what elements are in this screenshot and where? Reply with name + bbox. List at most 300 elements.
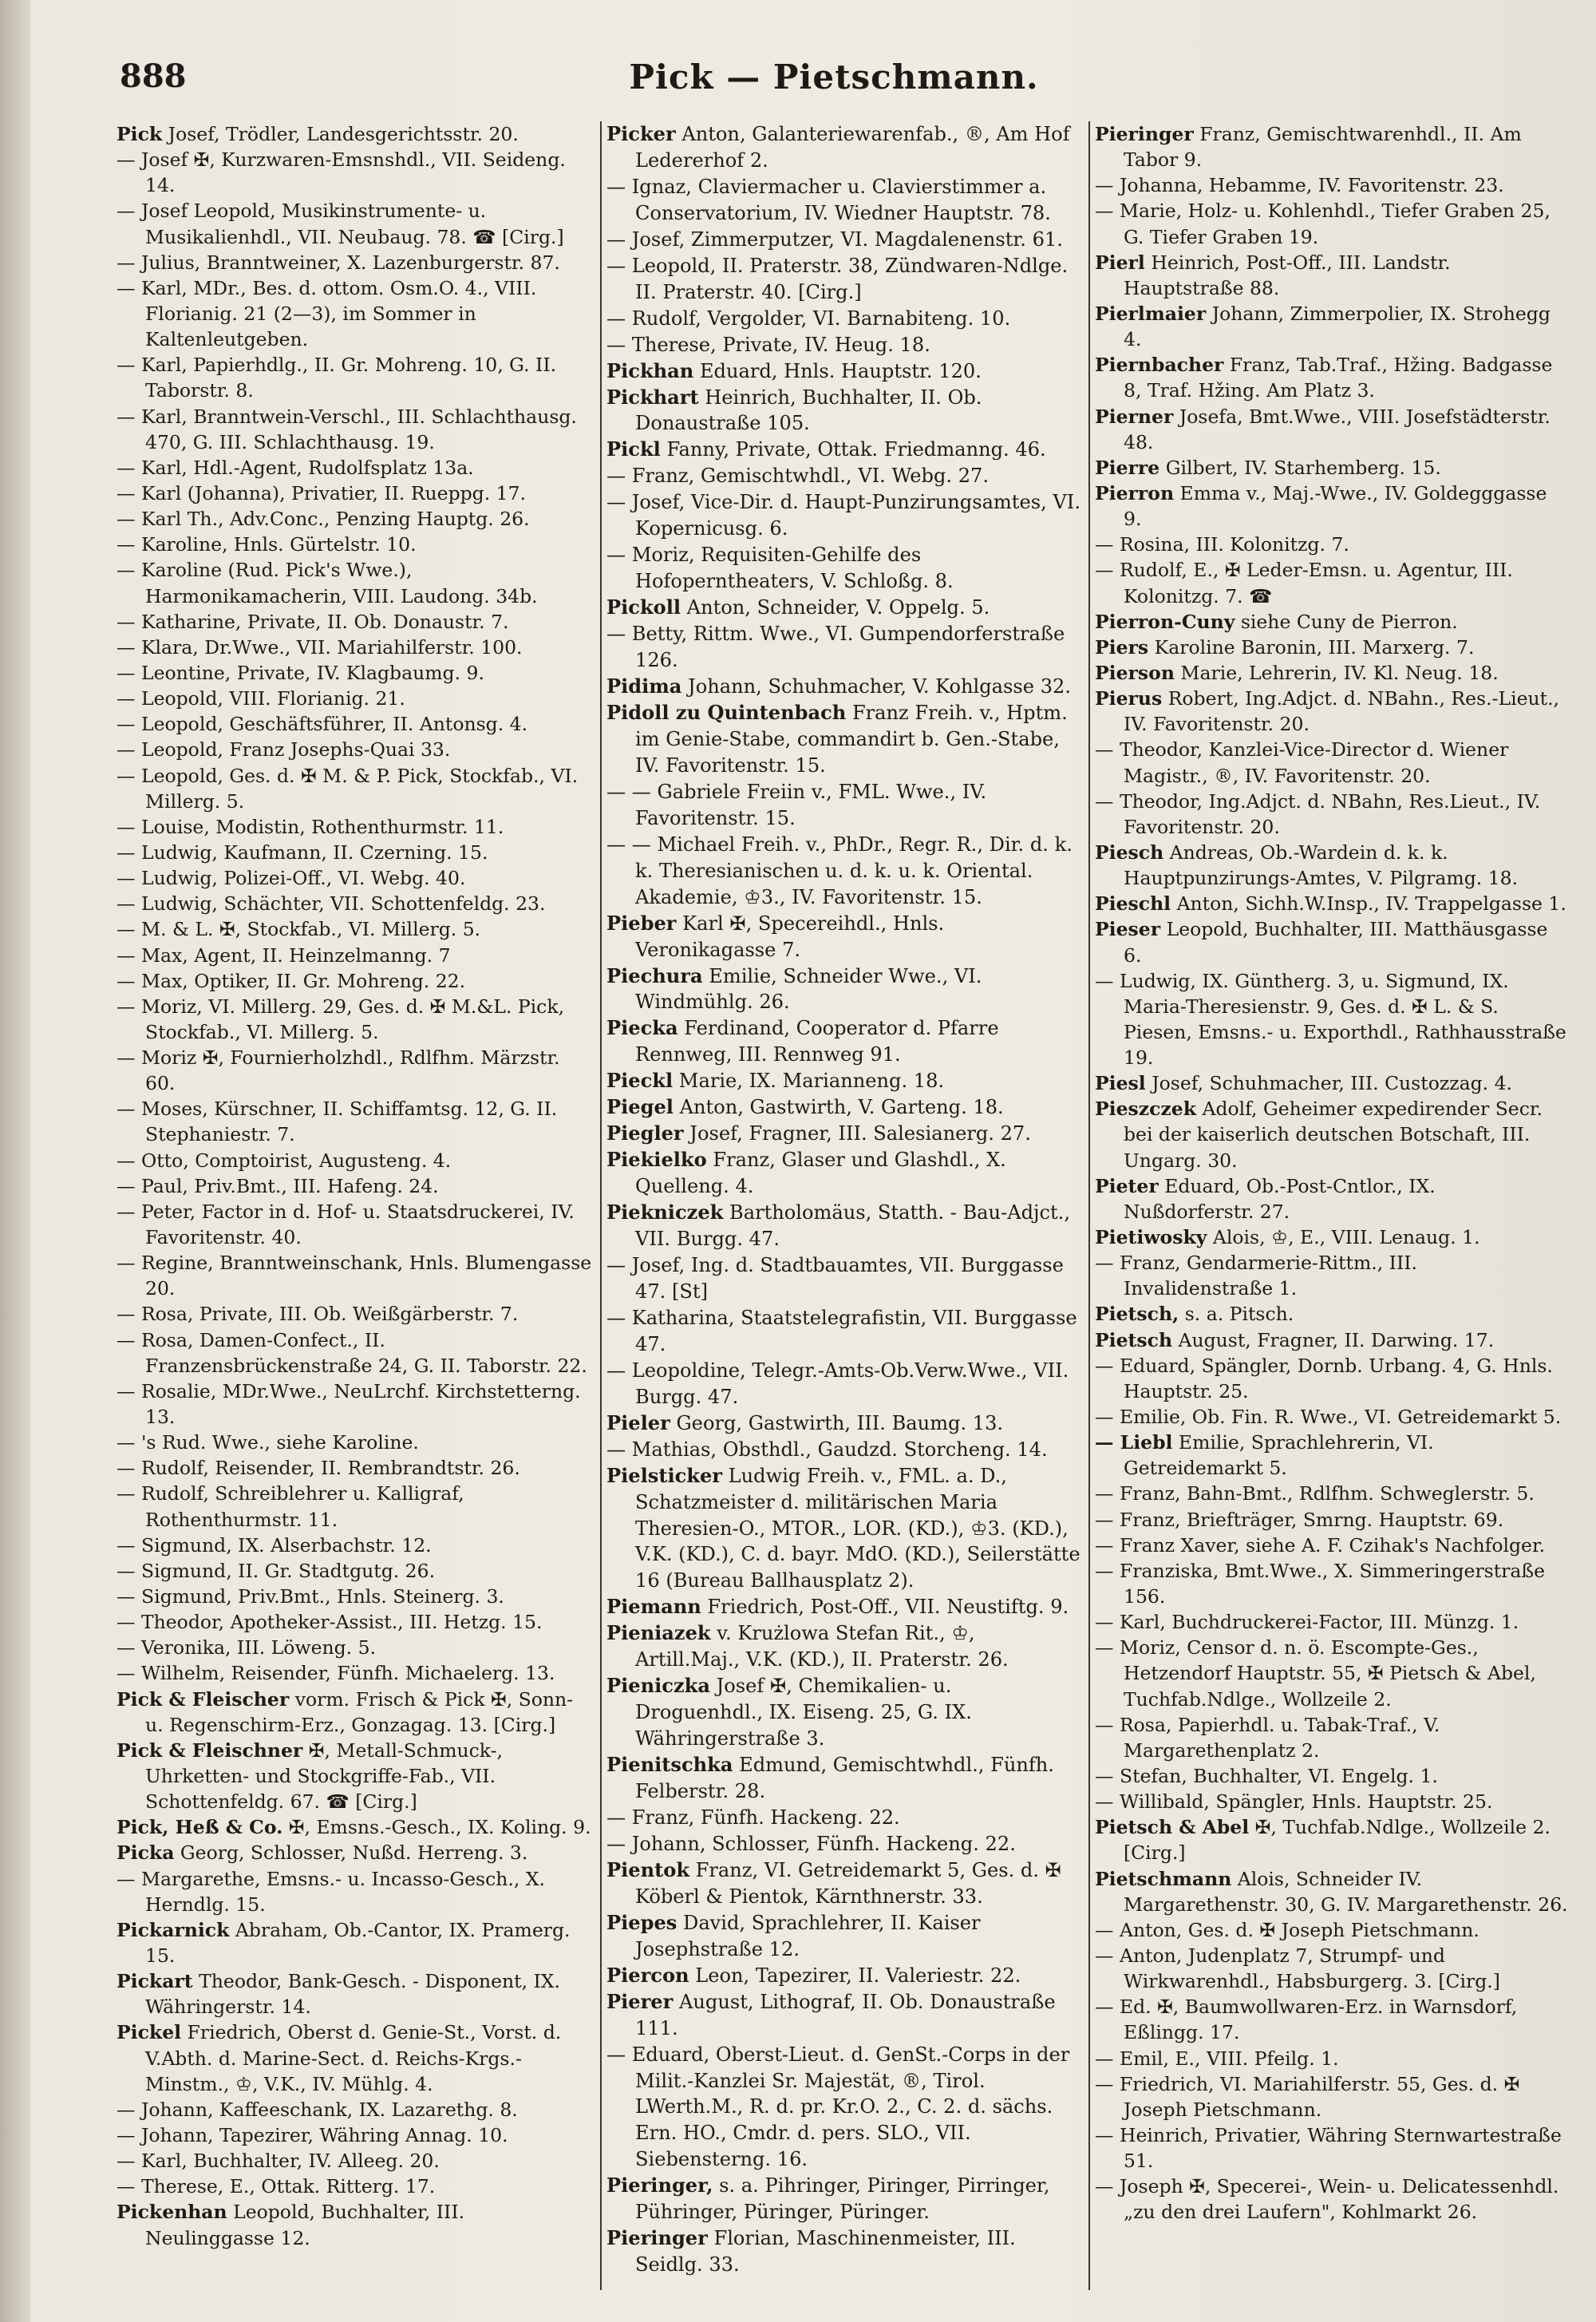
entry-surname: Pierron [1095, 481, 1175, 504]
directory-entry [1095, 968, 1570, 1071]
directory-entry [1095, 1712, 1570, 1763]
entry-details: — Eduard, Spängler, Dornb. Urbang. 4, G. Hnls. Hauptstr. 25. [1095, 1354, 1553, 1402]
entry-details: Theodor, Bank-Gesch. - Disponent, IX. Währingerstr. 14. [145, 1970, 560, 2019]
entry-details: — Johann, Schlosser, Fünfh. Hackeng. 22. [606, 1832, 1016, 1855]
entry-details: — Theodor, Apotheker-Assist., III. Hetzg. 15. [117, 1611, 543, 1634]
entry-details: — Mathias, Obsthdl., Gaudzd. Storcheng. 14. [606, 1438, 1048, 1461]
directory-entry [1095, 1789, 1570, 1814]
entry-details: — Wilhelm, Reisender, Fünfh. Michaelerg. 13. [117, 1662, 555, 1685]
directory-entry [117, 455, 594, 481]
directory-entry [117, 1301, 594, 1327]
directory-entry [117, 891, 594, 916]
entry-details: Leopold, Buchhalter, III. Matthäusgasse 6. [1124, 918, 1548, 967]
entry-surname: Pick, Heß & Co. [117, 1816, 283, 1839]
entry-surname: Pietiwosky [1095, 1226, 1207, 1249]
directory-entry [117, 1481, 594, 1532]
directory-entry [1095, 1507, 1570, 1533]
directory-entry [606, 779, 1082, 832]
directory-entry [1095, 1763, 1570, 1789]
entry-details: — Veronika, III. Löweng. 5. [117, 1636, 377, 1659]
directory-entry [117, 147, 594, 198]
entry-details: ✠, Tuchfab.Ndlge., Wollzeile 2. [Cirg.] [1124, 1816, 1551, 1865]
entry-details: — Ludwig, Schächter, VII. Schottenfeldg. 23. [117, 892, 546, 916]
directory-entry [117, 2122, 594, 2148]
entry-details: — — Michael Freih. v., PhDr., Regr. R., Dir. d. k. k. Theresianischen u. d. k. u. k. Oriental. Akademie, ♔3., IV. Favoritenstr. 15. [606, 833, 1073, 908]
directory-entry [117, 1455, 594, 1481]
directory-entry [1095, 609, 1570, 635]
directory-entry [117, 1660, 594, 1686]
entry-surname: Piernbacher [1095, 354, 1224, 377]
directory-entry [606, 1805, 1082, 1831]
entry-surname: Pieser [1095, 918, 1161, 941]
entry-details: — Eduard, Oberst-Lieut. d. GenSt.-Corps in der Milit.-Kanzlei Sr. Majestät, ®, Tirol. LWerth.M., R. d. pr. Kr.O. 2., C. 2. d. sächs. Ern. HO., Cmdr. d. pers. SLO., VII. Siebensterng. 16. [606, 2043, 1070, 2171]
entry-details: — Anton, Judenplatz 7, Strumpf- und Wirkwarenhdl., Habsburgerg. 3. [Cirg.] [1095, 1944, 1500, 1993]
directory-entry [117, 814, 594, 840]
directory-entry [1095, 557, 1570, 608]
entry-surname: Pidima [606, 674, 682, 698]
running-title: Pick — Pietschmann. [629, 57, 1039, 97]
entry-details: Johann, Zimmerpolier, IX. Strohegg 4. [1124, 302, 1551, 351]
entry-details: Adolf, Geheimer expedirender Secr. bei der kaiserlich deutschen Botschaft, III. Ungarg. 30. [1124, 1098, 1543, 1172]
entry-details: — Karoline (Rud. Pick's Wwe.), Harmonikamacherin, VIII. Laudong. 34b. [117, 559, 538, 607]
entry-details: — Friedrich, VI. Mariahilferstr. 55, Ges. d. ✠ Joseph Pietschmann. [1095, 2072, 1520, 2121]
directory-entry [117, 840, 594, 865]
directory-entry [117, 1430, 594, 1455]
entry-details: — Leopold, Ges. d. ✠ M. & P. Pick, Stockfab., VI. Millerg. 5. [117, 764, 579, 813]
entry-details: s. a. Pihringer, Piringer, Pirringer, Pühringer, Püringer, Püringer. [635, 2174, 1050, 2224]
entry-details: — Karl, Buchhalter, IV. Alleeg. 20. [117, 2150, 440, 2173]
entry-details: — Peter, Factor in d. Hof- u. Staatsdruckerei, IV. Favoritenstr. 40. [117, 1200, 575, 1249]
entry-details: Heinrich, Buchhalter, II. Ob. Donaustraße 105. [635, 386, 982, 435]
entry-details: — Stefan, Buchhalter, VI. Engelg. 1. [1095, 1765, 1438, 1787]
entry-details: — Josef ✠, Kurzwaren-Emsnshdl., VII. Seideng. 14. [117, 148, 566, 197]
entry-details: — Ed. ✠, Baumwollwaren-Erz. in Warnsdorf, Eßlingg. 17. [1095, 1996, 1518, 2044]
entry-details: Georg, Schlosser, Nußd. Herreng. 3. [174, 1841, 528, 1865]
entry-details: Heinrich, Post-Off., III. Landstr. Hauptstraße 88. [1124, 251, 1451, 299]
entry-surname: Pieter [1095, 1174, 1159, 1197]
directory-entry [1095, 1430, 1570, 1481]
directory-entry [1095, 660, 1570, 686]
entry-details: — Leopold, Geschäftsführer, II. Antonsg. 4. [117, 713, 528, 736]
entry-details: Anton, Sichh.W.Insp., IV. Trappelgasse 1. [1171, 892, 1566, 916]
entry-details: — Franz, Gemischtwhdl., VI. Webg. 27. [606, 465, 990, 488]
directory-entry [117, 1558, 594, 1584]
directory-entry [606, 1015, 1082, 1068]
entry-details: — Ludwig, IX. Güntherg. 3, u. Sigmund, IX. Maria-Theresienstr. 9, Ges. d. ✠ L. & S. Piesen, Emsns.- u. Exporthdl., Rathhausstraße 19. [1095, 969, 1566, 1070]
directory-entry [606, 227, 1082, 253]
directory-entry [1095, 301, 1570, 352]
entry-details: — Regine, Branntweinschank, Hnls. Blumengasse 20. [117, 1252, 592, 1300]
entry-details: — Max, Optiker, II. Gr. Mohreng. 22. [117, 969, 466, 992]
entry-surname: Picka [117, 1841, 175, 1865]
entry-details: — Franziska, Bmt.Wwe., X. Simmeringerstraße 156. [1095, 1559, 1546, 1608]
entry-surname: Pierner [1095, 405, 1174, 428]
entry-details: Bartholomäus, Statth. - Bau-Adjct., VII. Burgg. 47. [635, 1201, 1070, 1251]
entry-details: Josef, Schuhmacher, III. Custozzag. 4. [1145, 1072, 1513, 1095]
directory-entry [1095, 1224, 1570, 1250]
directory-entry [606, 674, 1082, 700]
entry-surname: Pickl [606, 437, 661, 461]
directory-entry [1095, 737, 1570, 788]
entry-surname: Pieniczka [606, 1674, 710, 1698]
entry-surname: Pickhan [606, 358, 694, 382]
entry-surname: Piesl [1095, 1072, 1146, 1095]
entry-details: — Josef, Vice-Dir. d. Haupt-Punzirungsamtes, VI. Kopernicusg. 6. [606, 491, 1080, 540]
directory-entry [606, 489, 1082, 542]
directory-entry [1095, 404, 1570, 455]
entry-details: — Johanna, Hebamme, IV. Favoritenstr. 23. [1095, 174, 1504, 197]
page-header [120, 57, 1548, 113]
entry-details: — Therese, Private, IV. Heug. 18. [606, 333, 930, 356]
directory-entry [117, 711, 594, 737]
entry-details: David, Sprachlehrer, II. Kaiser Josephstraße 12. [635, 1911, 981, 1960]
directory-entry [1095, 1327, 1570, 1353]
entry-details: Eduard, Ob.-Post-Cntlor., IX. Nußdorferstr. 27. [1124, 1174, 1436, 1223]
directory-entry [117, 1635, 594, 1660]
entry-details: — Joseph ✠, Specerei-, Wein- u. Delicatessenhdl. „zu den drei Laufern", Kohlmarkt 26. [1095, 2175, 1559, 2224]
directory-entry [117, 943, 594, 968]
directory-entry [1095, 1609, 1570, 1635]
entry-details: ✠, Metall-Schmuck-, Uhrketten- und Stockgriffe-Fab., VII. Schottenfeldg. 67. ☎ [Cirg.] [145, 1739, 504, 1814]
entry-details: — Marie, Holz- u. Kohlenhdl., Tiefer Graben 25, G. Tiefer Graben 19. [1095, 200, 1551, 248]
directory-entry [117, 1148, 594, 1173]
directory-entry [1095, 1301, 1570, 1327]
directory-entry [117, 916, 594, 942]
entry-surname: Piercon [606, 1963, 689, 1987]
entry-details: Emilie, Sprachlehrerin, VI. Getreidemarkt 5. [1124, 1431, 1434, 1480]
entry-details: Josef, Fragner, III. Salesianerg. 27. [683, 1122, 1031, 1145]
directory-entry [606, 1963, 1082, 1989]
entry-details: Ludwig Freih. v., FML. a. D., Schatzmeister d. militärischen Maria Theresien-O., MTOR., LOR. (KD.), ♔3. (KD.), V.K. (KD.), C. d. bayr. MdO. (KD.), Seilerstätte 16 (Bureau Ballhausplatz 2). [635, 1464, 1080, 1592]
entry-details: — Karl, MDr., Bes. d. ottom. Osm.O. 4., VIII. Florianig. 21 (2—3), im Sommer in Kaltenleutgeben. [117, 276, 537, 351]
entry-details: Johann, Schuhmacher, V. Kohlgasse 32. [681, 675, 1072, 698]
directory-entry [606, 1437, 1082, 1463]
directory-entry [117, 1533, 594, 1558]
entry-details: — Leopold, II. Praterstr. 38, Zündwaren-Ndlge. II. Praterstr. 40. [Cirg.] [606, 254, 1069, 303]
entry-details: — Louise, Modistin, Rothenthurmstr. 11. [117, 815, 504, 838]
entry-details: August, Lithograf, II. Ob. Donaustraße 111. [635, 1990, 1056, 2039]
directory-entry [606, 2042, 1082, 2174]
directory-entry [606, 385, 1082, 437]
entry-details: Florian, Maschinenmeister, III. Seidlg. 33. [635, 2227, 1016, 2277]
entry-details: s. a. Pitsch. [1179, 1303, 1294, 1326]
directory-entry [117, 737, 594, 762]
entry-details: — Emil, E., VIII. Pfeilg. 1. [1095, 2047, 1339, 2070]
directory-entry [117, 635, 594, 660]
entry-surname: Pierl [1095, 251, 1145, 274]
entry-details: — Karoline, Hnls. Gürtelstr. 10. [117, 533, 417, 556]
directory-entry [117, 2199, 594, 2250]
entry-details: — M. & L. ✠, Stockfab., VI. Millerg. 5. [117, 918, 481, 941]
entry-surname: Pickoll [606, 595, 681, 619]
entry-surname: Pierron-Cuny [1095, 610, 1235, 633]
entry-details: — Sigmund, II. Gr. Stadtgutg. 26. [117, 1559, 436, 1582]
directory-entry [1095, 1404, 1570, 1430]
entry-details: Emma v., Maj.-Wwe., IV. Goldegggasse 9. [1124, 481, 1547, 531]
directory-entry [606, 595, 1082, 621]
entry-details: Alois, ♔, E., VIII. Lenaug. 1. [1207, 1226, 1480, 1249]
entry-details: — Sigmund, Priv.Bmt., Hnls. Steinerg. 3. [117, 1585, 504, 1608]
entry-surname: Piemann [606, 1595, 701, 1619]
entry-details: Anton, Gastwirth, V. Garteng. 18. [673, 1096, 1004, 1119]
directory-entry [606, 1673, 1082, 1752]
entry-details: Marie, IX. Marianneng. 18. [673, 1070, 945, 1093]
entry-details: — Julius, Branntweiner, X. Lazenburgerstr. 87. [117, 251, 560, 274]
entry-surname: Pieber [606, 911, 677, 935]
entry-details: Anton, Galanteriewarenfab., ®, Am Hof Ledererhof 2. [635, 123, 1070, 172]
page-number: 888 [120, 57, 187, 95]
directory-entry [1095, 352, 1570, 403]
entry-surname: Pidoll zu Quintenbach [606, 700, 847, 724]
entry-details: — Klara, Dr.Wwe., VII. Mariahilferstr. 100. [117, 635, 523, 659]
entry-surname: Piegler [606, 1121, 684, 1145]
directory-entry [1095, 1866, 1570, 1917]
directory-entry [117, 2019, 594, 2096]
entry-details: Josefa, Bmt.Wwe., VIII. Josefstädterstr. 48. [1124, 405, 1551, 453]
directory-entry [606, 1989, 1082, 2042]
directory-entry [1095, 1814, 1570, 1865]
entry-details: siehe Cuny de Pierron. [1235, 610, 1458, 633]
entry-details: — Rudolf, Schreiblehrer u. Kalligraf, Rothenthurmstr. 11. [117, 1482, 464, 1531]
directory-entry [117, 609, 594, 635]
entry-surname: Piegel [606, 1095, 674, 1119]
directory-entry [606, 832, 1082, 911]
entry-surname: Pierus [1095, 687, 1163, 710]
entry-details: Friedrich, Post-Off., VII. Neustiftg. 9. [701, 1596, 1069, 1619]
column-left [112, 121, 600, 2290]
entry-details: — Karl, Branntwein-Verschl., III. Schlachthausg. 470, G. III. Schlachthausg. 19. [117, 405, 577, 453]
columns [112, 121, 1585, 2290]
directory-entry [606, 332, 1082, 358]
directory-entry [606, 1252, 1082, 1305]
directory-entry [606, 463, 1082, 489]
entry-details: — Moriz ✠, Fournierholzhdl., Rdlfhm. Märzstr. 60. [117, 1046, 560, 1095]
entry-details: — Katharina, Staatstelegrafistin, VII. Burggasse 47. [606, 1306, 1077, 1355]
entry-details: — Rosa, Private, III. Ob. Weißgärberstr. 7. [117, 1303, 519, 1326]
directory-entry [606, 621, 1082, 674]
entry-details: — Rudolf, Vergolder, VI. Barnabiteng. 10. [606, 307, 1011, 330]
entry-surname: Piechura [606, 963, 703, 987]
directory-entry [606, 1831, 1082, 1857]
directory-entry [606, 1200, 1082, 1252]
directory-entry [117, 1687, 594, 1738]
directory-entry [117, 275, 594, 352]
directory-entry [117, 481, 594, 506]
entry-surname: Piecka [606, 1016, 678, 1040]
entry-details: Leopold, Buchhalter, III. Neulinggasse 12. [145, 2201, 465, 2249]
entry-surname: Pienitschka [606, 1753, 733, 1777]
directory-entry [117, 1866, 594, 1917]
entry-surname: Pickenhan [117, 2201, 227, 2224]
entry-details: — Leontine, Private, IV. Klagbaumg. 9. [117, 661, 484, 684]
entry-details: — Moriz, Requisiten-Gehilfe des Hofoperntheaters, V. Schloßg. 8. [606, 544, 954, 593]
entry-details: v. Krużlowa Stefan Rit., ♔, Artill.Maj., V.K. (KD.), II. Praterstr. 26. [635, 1622, 1009, 1671]
directory-entry [117, 2097, 594, 2122]
directory-entry [117, 404, 594, 455]
directory-entry [606, 700, 1082, 779]
entry-details: Marie, Lehrerin, IV. Kl. Neug. 18. [1174, 661, 1499, 684]
entry-surname: Pielsticker [606, 1463, 722, 1487]
directory-entry [117, 250, 594, 275]
entry-details: Abraham, Ob.-Cantor, IX. Pramerg. 15. [145, 1918, 571, 1967]
directory-entry [117, 352, 594, 403]
directory-entry [1095, 686, 1570, 737]
directory-entry [606, 1410, 1082, 1437]
entry-surname: Piers [1095, 635, 1149, 659]
entry-surname: Pieniazek [606, 1621, 711, 1645]
directory-entry [1095, 2122, 1570, 2174]
directory-entry [1095, 891, 1570, 916]
directory-entry [117, 557, 594, 608]
entry-surname: Pickarnick [117, 1918, 230, 1941]
directory-entry [1095, 1173, 1570, 1224]
directory-entry [606, 1857, 1082, 1910]
directory-entry [606, 253, 1082, 306]
entry-surname: Pietsch, [1095, 1303, 1179, 1326]
entry-details: vorm. Frisch & Pick ✠, Sonn- u. Regenschirm-Erz., Gonzagag. 13. [Cirg.] [145, 1687, 574, 1736]
directory-entry [1095, 532, 1570, 557]
entry-details: Karl ✠, Specereihdl., Hnls. Veronikagasse 7. [635, 912, 945, 961]
entry-details: Karoline Baronin, III. Marxerg. 7. [1148, 635, 1475, 659]
entry-details: — Leopold, Franz Josephs-Quai 33. [117, 738, 451, 761]
entry-details: — Max, Agent, II. Heinzelmanng. 7 [117, 943, 451, 967]
entry-details: — Leopoldine, Telegr.-Amts-Ob.Verw.Wwe., VII. Burgg. 47. [606, 1359, 1069, 1408]
entry-details: — Paul, Priv.Bmt., III. Hafeng. 24. [117, 1174, 439, 1197]
directory-entry [606, 1068, 1082, 1094]
directory-entry [606, 1305, 1082, 1358]
entry-surname: Pickel [117, 2021, 182, 2044]
directory-entry [117, 1968, 594, 2019]
entry-details: — 's Rud. Wwe., siehe Karoline. [117, 1431, 419, 1454]
entry-details: — Betty, Rittm. Wwe., VI. Gumpendorferstraße 126. [606, 623, 1065, 672]
directory-entry [117, 1917, 594, 1968]
directory-entry [1095, 481, 1570, 532]
entry-surname: Piepes [606, 1910, 678, 1934]
directory-entry [606, 306, 1082, 332]
directory-entry [117, 121, 594, 147]
directory-entry [117, 1045, 594, 1096]
entry-details: — Franz Xaver, siehe A. F. Czihak's Nachfolger. [1095, 1533, 1546, 1557]
directory-entry [606, 1594, 1082, 1620]
entry-details: Franz, Glaser und Glashdl., X. Quelleng. 4. [635, 1149, 1006, 1198]
directory-entry [117, 1327, 594, 1379]
entry-surname: Pierre [1095, 456, 1160, 479]
directory-entry [606, 1121, 1082, 1147]
entry-details: — Karl, Papierhdlg., II. Gr. Mohreng. 10, G. II. Taborstr. 8. [117, 354, 557, 402]
directory-entry [1095, 789, 1570, 840]
entry-details: Franz, Tab.Traf., Hžing. Badgasse 8, Traf. Hžing. Am Platz 3. [1124, 354, 1553, 402]
directory-entry [1095, 840, 1570, 891]
directory-entry [1095, 1096, 1570, 1173]
entry-surname: Pick & Fleischer [117, 1687, 290, 1711]
directory-entry [117, 2148, 594, 2174]
directory-entry [606, 1358, 1082, 1410]
entry-details: — Theodor, Kanzlei-Vice-Director d. Wiener Magistr., ®, IV. Favoritenstr. 20. [1095, 738, 1509, 787]
directory-entry [117, 1096, 594, 1147]
directory-entry [606, 1463, 1082, 1595]
directory-entry [117, 660, 594, 686]
directory-entry [1095, 635, 1570, 660]
entry-surname: Pieschl [1095, 892, 1171, 916]
entry-details: Andreas, Ob.-Wardein d. k. k. Hauptpunzirungs-Amtes, V. Pilgramg. 18. [1124, 841, 1519, 890]
entry-surname: Pietsch [1095, 1328, 1173, 1351]
entry-details: Edmund, Gemischtwhdl., Fünfh. Felberstr. 28. [635, 1754, 1054, 1803]
directory-entry [1095, 121, 1570, 172]
entry-details: — Rudolf, Reisender, II. Rembrandtstr. 26. [117, 1457, 520, 1480]
entry-details: — Ignaz, Claviermacher u. Clavierstimmer a. Conservatorium, IV. Wiedner Hauptstr. 78. [606, 175, 1051, 224]
entry-surname: Piekielko [606, 1148, 707, 1172]
directory-entry [606, 2225, 1082, 2278]
directory-entry [606, 2173, 1082, 2225]
directory-entry [1095, 1070, 1570, 1096]
directory-entry [117, 2174, 594, 2199]
entry-surname: Pickart [117, 1970, 193, 1993]
entry-surname: Pietsch & Abel [1095, 1816, 1250, 1839]
entry-surname: Pieszczek [1095, 1098, 1197, 1121]
directory-entry [117, 1199, 594, 1250]
entry-details: — Josef Leopold, Musikinstrumente- u. Musikalienhdl., VII. Neubaug. 78. ☎ [Cirg.] [117, 200, 564, 248]
entry-details: — Franz, Briefträger, Smrng. Hauptstr. 69. [1095, 1508, 1504, 1531]
entry-surname: Pickhart [606, 385, 699, 409]
directory-entry [606, 963, 1082, 1016]
directory-entry [1095, 1558, 1570, 1609]
directory-entry [1095, 1917, 1570, 1943]
entry-details: Robert, Ing.Adjct. d. NBahn., Res.-Lieut., IV. Favoritenstr. 20. [1124, 687, 1560, 736]
column-right [1088, 121, 1577, 2290]
entry-surname: Pieringer [606, 2226, 708, 2250]
entry-details: — Johann, Kaffeeschank, IX. Lazarethg. 8. [117, 2098, 518, 2121]
directory-entry [1095, 1994, 1570, 2045]
entry-details: — Emilie, Ob. Fin. R. Wwe., VI. Getreidemarkt 5. [1095, 1406, 1562, 1429]
entry-details: Ferdinand, Cooperator d. Pfarre Rennweg, III. Rennweg 91. [635, 1017, 999, 1066]
entry-details: — Moriz, Censor d. n. ö. Escompte-Ges., Hetzendorf Hauptstr. 55, ✠ Pietsch & Abel, Tuchfab.Ndlge., Wollzeile 2. [1095, 1636, 1536, 1711]
entry-details: — Anton, Ges. d. ✠ Joseph Pietschmann. [1095, 1918, 1479, 1941]
directory-entry [606, 1910, 1082, 1963]
entry-details: Franz, VI. Getreidemarkt 5, Ges. d. ✠ Köberl & Pientok, Kärnthnerstr. 33. [635, 1858, 1061, 1908]
entry-details: Josef ✠, Chemikalien- u. Droguenhdl., IX. Eiseng. 25, G. IX. Währingerstraße 3. [635, 1675, 972, 1750]
directory-entry [1095, 916, 1570, 967]
directory-entry [117, 1173, 594, 1199]
directory-entry [117, 1584, 594, 1609]
entry-details: — Margarethe, Emsns.- u. Incasso-Gesch., X. Herndlg. 15. [117, 1867, 545, 1916]
entry-surname: Pick [117, 123, 163, 145]
directory-entry [606, 121, 1082, 174]
entry-details: — Leopold, VIII. Florianig. 21. [117, 687, 405, 710]
directory-entry [117, 763, 594, 814]
directory-entry [1095, 250, 1570, 301]
entry-details: Alois, Schneider IV. Margarethenstr. 30, G. IV. Margarethenstr. 26. [1124, 1867, 1568, 1916]
entry-details: Gilbert, IV. Starhemberg. 15. [1159, 456, 1441, 479]
entry-details: — Josef, Zimmerputzer, VI. Magdalenenstr. 61. [606, 227, 1063, 251]
directory-entry [1095, 1481, 1570, 1506]
directory-entry [117, 1840, 594, 1865]
entry-details: — Moses, Kürschner, II. Schiffamtsg. 12, G. II. Stephaniestr. 7. [117, 1098, 558, 1146]
entry-details: Leon, Tapezirer, II. Valeriestr. 22. [689, 1964, 1021, 1987]
entry-details: — Franz, Gendarmerie-Rittm., III. Invalidenstraße 1. [1095, 1252, 1417, 1300]
entry-surname: Pieringer, [606, 2174, 713, 2197]
directory-entry [117, 532, 594, 557]
entry-surname: Pieler [606, 1410, 670, 1434]
entry-details: — Rosalie, MDr.Wwe., NeuLrchf. Kirchstetterng. 13. [117, 1379, 581, 1429]
directory-entry [117, 968, 594, 994]
entry-details: — Rosa, Damen-Confect., II. Franzensbrückenstraße 24, G. II. Taborstr. 22. [117, 1328, 587, 1377]
directory-entry [117, 506, 594, 532]
entry-details: Friedrich, Oberst d. Genie-St., Vorst. d. V.Abth. d. Marine-Sect. d. Reichs-Krgs.-Minstm., ♔, V.K., IV. Mühlg. 4. [145, 2021, 562, 2095]
entry-surname: Pieringer [1095, 123, 1194, 145]
directory-entry [117, 1738, 594, 1814]
directory-entry [606, 358, 1082, 385]
entry-details: — Franz, Bahn-Bmt., Rdlfhm. Schweglerstr. 5. [1095, 1482, 1535, 1505]
